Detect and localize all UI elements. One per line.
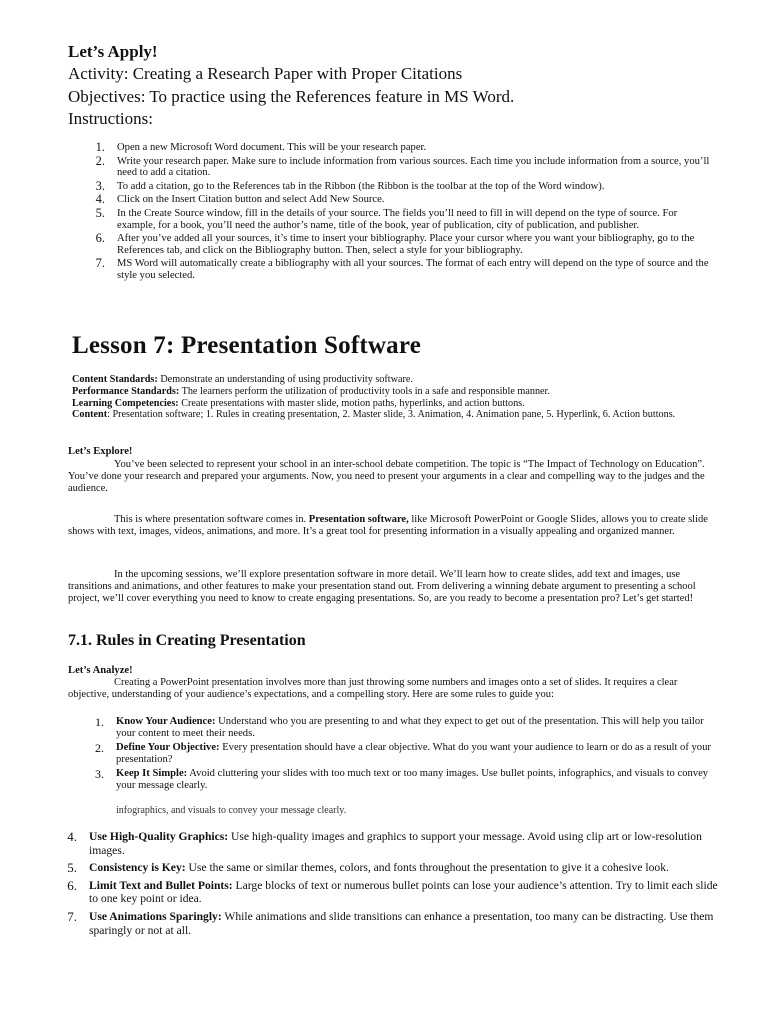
activity-line: Activity: Creating a Research Paper with Proper Citations (68, 64, 463, 83)
section-title: 7.1. Rules in Creating Presentation (68, 632, 306, 649)
list-item: 3. Keep It Simple: Avoid cluttering your slides with too much text or too many images. Use bullet points, infographics, and visuals to convey your message clearly. (95, 767, 709, 791)
list-item: 1. Open a new Microsoft Word document. This will be your research paper. (95, 140, 427, 154)
list-item: 3. To add a citation, go to the References tab in the Ribbon (the Ribbon is the toolbar at the top of the Word window). (95, 178, 605, 193)
list-item: 4. Click on the Insert Citation button and select Add New Source. (95, 192, 385, 207)
lets-analyze-heading: Let’s Analyze! (68, 665, 133, 676)
analyze-intro: Creating a PowerPoint presentation involves more than just throwing some numbers and images onto a set of slides. It requires a clear objective, understanding of your audience’s expectations, and a compelling story. Here are some rules to guide you: (68, 677, 678, 701)
standard-item: Content Standards: Demonstrate an understanding of using productivity software. (72, 374, 413, 385)
rules-list-part-2 (67, 829, 719, 941)
explore-paragraph-1: You’ve been selected to represent your school in an inter-school debate competition. The topic is “The Impact of Technology on Education”. You’ve done your research and prepared your arguments. Now, you need to present your arguments in a clear and compelling way to the judges and the audience. (68, 459, 705, 495)
instructions-list (95, 140, 717, 284)
rules-list-part-1 (95, 715, 716, 794)
standards-block (72, 374, 712, 421)
standard-item: Learning Competencies: Create presentations with master slide, motion paths, hyperlinks, and action buttons. (72, 397, 525, 409)
list-item: 2. Write your research paper. Make sure to include information from various sources. Each time you include information from a source, you’ll need to add a citation. (95, 153, 710, 179)
lets-explore-heading: Let’s Explore! (68, 446, 133, 457)
list-item: 5. Consistency is Key: Use the same or similar themes, colors, and fonts throughout the presentation to give it a cohesive look. (67, 860, 669, 876)
instructions-label: Instructions: (68, 109, 153, 128)
explore-paragraph-2: This is where presentation software comes in. Presentation software, like Microsoft PowerPoint or Google Slides, allows you to create slide shows with text, images, videos, animations, and more. It’s a great tool for presenting information in a visually appealing and organized manner. (68, 514, 708, 538)
list-item: 1. Know Your Audience: Understand who you are presenting to and what they expect to get out of the presentation. This will help you tailor your content to meet their needs. (95, 715, 704, 739)
lesson-title: Lesson 7: Presentation Software (72, 332, 421, 359)
list-item: 7. MS Word will automatically create a bibliography with all your sources. The format of each entry will depend on the type of source and the style you selected. (95, 256, 709, 281)
list-item: 5. In the Create Source window, fill in the details of your source. The fields you’ll need to fill in will depend on the type of source. For example, for a book, you’ll need the author’s name, title of the book, year of publication, city of publication, and publisher. (95, 205, 678, 231)
list-item: 2. Define Your Objective: Every presentation should have a clear objective. What do you want your audience to learn or do as a result of your presentation? (95, 741, 711, 765)
lets-apply-heading: Let’s Apply! (68, 42, 158, 61)
explore-paragraph-3: In the upcoming sessions, we’ll explore presentation software in more detail. We’ll learn how to create slides, add text and images, use transitions and animations, and other features to make your presentation stand out. From delivering a winning debate argument to presenting a school project, we’ll cover everything you need to know to create engaging presentations. So, are you ready to become a presentation pro? Let’s get started! (68, 569, 696, 605)
standard-item: Performance Standards: The learners perform the utilization of productivity tools in a safe and responsible manner. (72, 385, 550, 397)
list-item: 4. Use High-Quality Graphics: Use high-quality images and graphics to support your message. Avoid using clip art or low-resolution images. (67, 829, 702, 857)
objectives-line: Objectives: To practice using the References feature in MS Word. (68, 87, 515, 106)
list-item: 6. After you’ve added all your sources, it’s time to insert your bibliography. Place your cursor where you want your bibliography, go to the References tab, and click on the Bibliography button. Then, select a style for your bibliography. (95, 231, 695, 256)
page-join-artifact: infographics, and visuals to convey your message clearly. (116, 805, 347, 816)
list-item: 6. Limit Text and Bullet Points: Large blocks of text or numerous bullet points can lose your audience’s attention. Try to limit each slide to one key point or idea. (67, 877, 718, 906)
standard-item: Content: Presentation software; 1. Rules in creating presentation, 2. Master slide, 3. Animation, 4. Animation pane, 5. Hyperlink, 6. Action buttons. (72, 409, 676, 421)
list-item: 7. Use Animations Sparingly: While animations and slide transitions can enhance a presentation, too many can be distracting. Use them sparingly or not at all. (67, 908, 714, 937)
